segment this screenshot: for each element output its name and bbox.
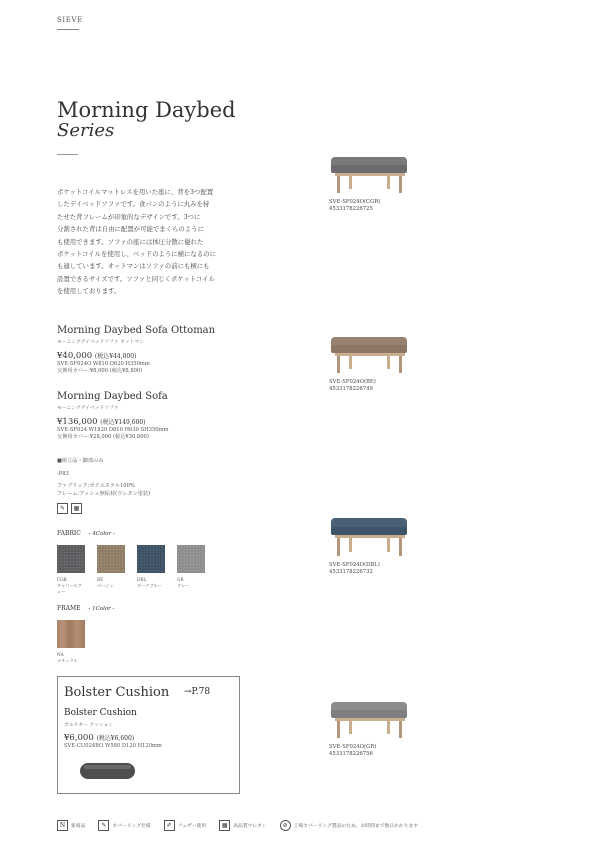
ottoman-cgr-image: [329, 155, 411, 195]
ottoman-be-image: [329, 335, 411, 375]
swatch-code: BE: [97, 577, 104, 582]
swatch-code: CGR: [57, 577, 67, 582]
fabric-section-label: [57, 530, 115, 537]
frame-material: フレーム:アッシュ無垢材(ウレタン塗装): [57, 491, 151, 497]
brand-label: SIEVE: [57, 16, 83, 24]
legend-label: 新商品: [71, 824, 86, 829]
swatch-color: [137, 545, 165, 573]
ottoman-kana: モーニングデイベッドソファ オットマン: [57, 340, 145, 345]
legend-urethane-item: [219, 820, 266, 831]
description-line: たせた背フレームが印象的なデザインです。3つに: [57, 212, 201, 221]
bolster-page-link[interactable]: →P.78: [184, 687, 211, 697]
bolster-name: Bolster Cushion: [64, 708, 137, 718]
fabric-material: ファブリック:ポリエステル100%: [57, 483, 135, 489]
bolster-price-tax: (税込¥6,600): [96, 735, 135, 742]
swatch-color: [57, 545, 85, 573]
description-line: ポケットコイルを使用し、ベッドのように横になるのに: [57, 250, 216, 259]
ottoman-block: [57, 325, 215, 376]
product-jan: 4533178226732: [329, 569, 373, 575]
fabric-swatch-cgr[interactable]: [57, 545, 85, 595]
icon-legend: [57, 820, 418, 831]
fabric-swatch-be[interactable]: [97, 545, 125, 589]
title-divider: [57, 154, 78, 155]
sofa-price-tax: (税込¥149,600): [100, 419, 146, 426]
legend-label: 工場カバーリング製品のため、お時間まで数日かかります: [293, 824, 419, 829]
product-ottoman-be: [329, 335, 411, 393]
description-line: ポケットコイルマットレスを用いた座に、背を3つ配置: [57, 188, 214, 196]
frame-swatch-na[interactable]: [57, 620, 85, 664]
swatch-color: [97, 545, 125, 573]
fabric-swatch-gr[interactable]: [177, 545, 205, 589]
ottoman-dbl-image: [329, 516, 411, 558]
frame-section-label: [57, 605, 114, 612]
legend-factory-item: [280, 820, 418, 831]
ottoman-price: ¥40,000: [57, 351, 93, 361]
new-icon: N: [57, 820, 68, 831]
ottoman-price-row: [57, 351, 215, 361]
series-subtitle: Series: [57, 120, 115, 141]
product-ottoman-cgr: [329, 155, 411, 213]
factory-covering-icon: ⊘: [280, 820, 291, 831]
swatch-kana: ナチュラル: [57, 658, 78, 663]
swatch-code: GR: [177, 577, 184, 582]
legend-label: カバーリング仕様: [112, 824, 151, 829]
ottoman-gr-image: [329, 700, 411, 740]
sofa-cover-price: 交換用カバー:¥28,000 (税込¥30,800): [57, 434, 149, 441]
legend-label: 高品質ウレタン: [233, 824, 267, 829]
swatch-color: [177, 545, 205, 573]
bolster-price-row: [64, 733, 134, 743]
ottoman-price-tax: (税込¥44,000): [94, 353, 137, 360]
description-line: 設置できるサイズです。ソファと同じくポケットコイル: [57, 274, 215, 283]
bolster-cushion-image: [78, 759, 138, 783]
frame-label: FRAME: [57, 605, 81, 612]
swatch-code: NA: [57, 652, 64, 657]
frame-count: - 1Color -: [88, 606, 115, 612]
bolster-price: ¥6,000: [64, 733, 94, 743]
description-line: したデイベッドソファです。食パンのように丸みを持: [57, 200, 210, 209]
series-title: Morning Daybed: [57, 98, 236, 122]
swatch-kana: チャコールグレー: [57, 583, 82, 594]
bolster-spec: SVE-CU024BO W580 D120 H120mm: [64, 743, 162, 749]
description-line: を使用しております。: [57, 287, 121, 296]
description-line: も使用できます。ソファの座には体圧分散に優れた: [57, 237, 204, 246]
assembly-note: ■組立品・脚部のみ: [57, 458, 104, 464]
bolster-cushion-box: [57, 676, 240, 794]
swatch-kana: ダークブルー: [137, 583, 162, 588]
product-jan: 4533178226725: [329, 206, 373, 212]
product-jan: 4533178226749: [329, 386, 373, 392]
fabric-swatch-dbl[interactable]: [137, 545, 165, 589]
legend-label: フェザー使用: [177, 824, 207, 829]
ottoman-cover-price: 交換用カバー:¥8,000 (税込¥8,800): [57, 368, 143, 375]
fabric-count: - 4Color -: [88, 531, 115, 537]
covering-icon: ✎: [57, 503, 68, 514]
page-reference: -P83: [57, 471, 69, 477]
ottoman-name: Morning Daybed Sofa Ottoman: [57, 325, 216, 336]
bolster-kana: ボルスター クッション: [64, 723, 114, 728]
sofa-name: Morning Daybed Sofa: [57, 391, 168, 402]
product-caption: SVE-SF024O(CGR): [329, 199, 381, 205]
urethane-icon: ▦: [71, 503, 82, 514]
feature-icons: [57, 503, 82, 514]
feather-icon: ✐: [164, 820, 175, 831]
product-ottoman-dbl: [329, 516, 411, 576]
series-description: [57, 186, 237, 298]
bolster-box-title: Bolster Cushion: [64, 685, 170, 700]
brand-divider: [57, 29, 79, 30]
product-caption: SVE-SF024O(BE): [329, 379, 376, 385]
sofa-price-row: [57, 417, 168, 427]
sofa-kana: モーニングデイベッドソファ: [57, 406, 119, 411]
swatch-code: DBL: [137, 577, 147, 582]
fabric-label: FABRIC: [57, 530, 81, 537]
swatch-color: [57, 620, 85, 648]
sofa-price: ¥136,000: [57, 417, 98, 427]
description-line: 分割された背は自由に配置が可能でまくらのように: [57, 225, 204, 234]
legend-new-item: [57, 820, 85, 831]
description-line: も適しています。オットマンはソファの前にも横にも: [57, 262, 210, 271]
product-caption: SVE-SF024O(GR): [329, 744, 377, 750]
legend-feather-item: [164, 820, 207, 831]
product-jan: 4533178226756: [329, 751, 373, 757]
product-ottoman-gr: [329, 700, 411, 758]
ottoman-spec: SVE-SF024O W810 D620 H350mm: [57, 361, 150, 367]
sofa-spec: SVE-SF024 W1820 D810 H630 SH350mm: [57, 427, 169, 433]
urethane-icon: ▦: [219, 820, 230, 831]
legend-covering-item: [98, 820, 150, 831]
swatch-kana: ベージュ: [97, 583, 114, 588]
covering-icon: ✎: [98, 820, 109, 831]
swatch-kana: グレー: [177, 583, 190, 588]
product-caption: SVE-SF024O(DBL): [329, 562, 380, 568]
sofa-block: [57, 391, 168, 442]
